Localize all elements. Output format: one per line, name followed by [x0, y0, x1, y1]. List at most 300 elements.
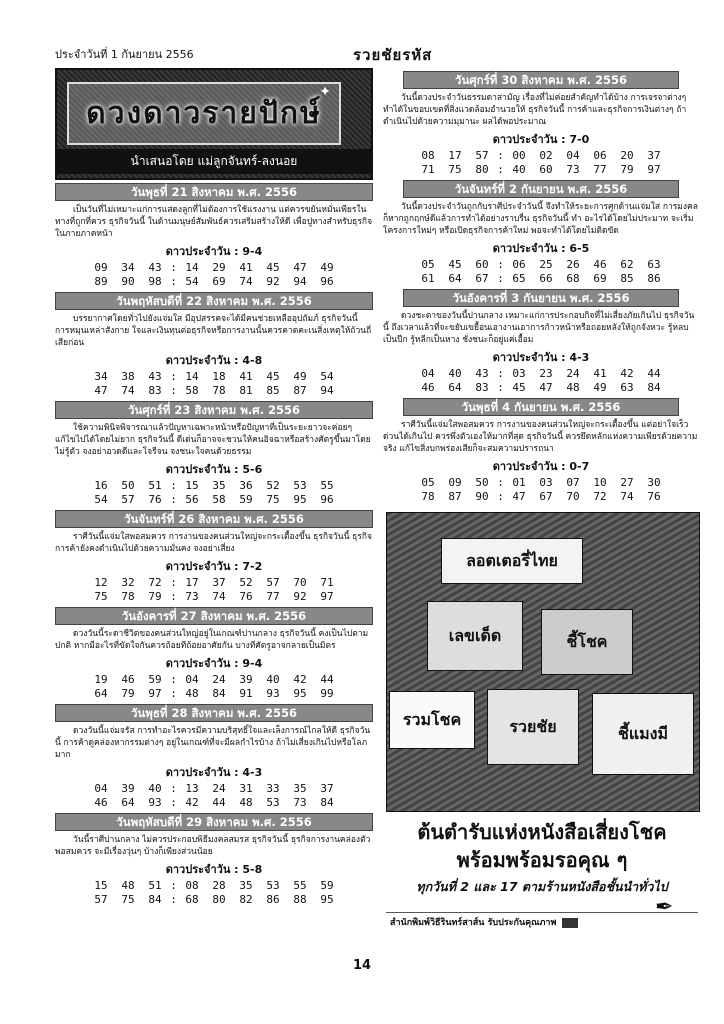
lucky-number: 79 [121, 687, 135, 700]
lucky-number: 82 [239, 893, 253, 906]
lucky-number: 53 [266, 879, 280, 892]
lucky-number: 48 [566, 381, 580, 394]
lucky-number: 93 [148, 796, 162, 809]
number-separator: : [170, 261, 177, 274]
lucky-number: 73 [185, 590, 199, 603]
lucky-number: 45 [266, 261, 280, 274]
lucky-number: 53 [293, 479, 307, 492]
quill-icon: ✒ [655, 895, 674, 920]
magazine-cover: รวยชัย [487, 689, 579, 765]
lucky-number: 45 [512, 381, 526, 394]
lucky-number: 49 [293, 370, 307, 383]
lucky-number: 94 [320, 384, 334, 397]
lucky-number: 47 [94, 384, 108, 397]
number-separator: : [170, 479, 177, 492]
right-column [383, 68, 699, 507]
lucky-number: 53 [266, 796, 280, 809]
lucky-number: 84 [320, 796, 334, 809]
lucky-number: 17 [185, 576, 199, 589]
lucky-number: 43 [475, 367, 489, 380]
day-heading: วันพุธที่ 28 สิงหาคม พ.ศ. 2556 [55, 704, 373, 722]
lucky-number-row [383, 490, 699, 504]
lucky-number-row [383, 272, 699, 286]
star-of-day: ดาวประจำวัน : 4-8 [165, 354, 263, 367]
lucky-number: 25 [539, 258, 553, 271]
lucky-number-grid [383, 367, 699, 395]
lucky-number: 57 [475, 149, 489, 162]
lucky-number: 95 [293, 493, 307, 506]
lucky-number: 76 [148, 493, 162, 506]
banner-title: ดวงดาวรายปักษ์ [67, 82, 341, 145]
number-separator: : [497, 163, 504, 176]
lucky-number: 15 [94, 879, 108, 892]
lucky-number: 71 [421, 163, 435, 176]
day-heading: วันศุกร์ที่ 23 สิงหาคม พ.ศ. 2556 [55, 401, 373, 419]
number-separator: : [170, 879, 177, 892]
lucky-number: 77 [593, 163, 607, 176]
lucky-number: 35 [293, 782, 307, 795]
lucky-number: 74 [121, 384, 135, 397]
number-separator: : [170, 590, 177, 603]
lucky-number: 96 [320, 493, 334, 506]
star-of-day: ดาวประจำวัน : 5-8 [165, 863, 263, 876]
lucky-number: 34 [121, 261, 135, 274]
lucky-number: 56 [185, 493, 199, 506]
lucky-number: 49 [320, 261, 334, 274]
lucky-number: 87 [448, 490, 462, 503]
lucky-number: 65 [512, 272, 526, 285]
day-heading: วันพุธที่ 21 สิงหาคม พ.ศ. 2556 [55, 183, 373, 201]
forecast-section [55, 704, 373, 810]
lucky-number: 42 [293, 673, 307, 686]
lucky-number: 12 [94, 576, 108, 589]
lucky-number: 62 [620, 258, 634, 271]
lucky-number: 73 [293, 796, 307, 809]
number-separator: : [497, 272, 504, 285]
lucky-number-row [55, 879, 373, 893]
publication-logo: รวยชัยรหัส [353, 46, 433, 64]
lucky-number: 04 [421, 367, 435, 380]
lucky-number: 51 [148, 879, 162, 892]
lucky-number: 47 [293, 261, 307, 274]
lucky-number: 44 [647, 367, 661, 380]
star-icon: ✦ [319, 84, 331, 100]
lucky-number-row [55, 687, 373, 701]
star-of-day: ดาวประจำวัน : 4-3 [492, 351, 590, 364]
lucky-number: 79 [620, 163, 634, 176]
forecast-section [55, 813, 373, 907]
lucky-number: 76 [647, 490, 661, 503]
lucky-number-grid [383, 258, 699, 286]
star-of-day: ดาวประจำวัน : 9-4 [165, 245, 263, 258]
lucky-number-row [55, 370, 373, 384]
lucky-number: 46 [593, 258, 607, 271]
lucky-number: 00 [512, 149, 526, 162]
lucky-number: 86 [266, 893, 280, 906]
lucky-number: 90 [475, 490, 489, 503]
lucky-number: 97 [148, 687, 162, 700]
lucky-number: 24 [212, 782, 226, 795]
magazine-cover: ลอตเตอรี่ไทย [441, 538, 583, 584]
lucky-number: 42 [185, 796, 199, 809]
forecast-text: วันนี้ดวงประจำวันถูกกับราศีประจำวันนี้ จึงทำให้ระยะการศูกด้านแจ่มใส การมงคลก็หากถูกฤกษ์ดีแล้วการทำได้อย่างราบรื่น ธุรกิจวันนี้ ทำ อะไรได้โดยไม่ประมาท จะเริ่มโครงการใหม่ๆ หรือเปิดธุรกิจการค้าใหม่ พอจะทำได้โดยไม่ติดขัด [383, 202, 698, 236]
lucky-number: 92 [266, 275, 280, 288]
lucky-number: 08 [421, 149, 435, 162]
lucky-number: 38 [121, 370, 135, 383]
ad-subline: ทุกวันที่ 2 และ 17 ตามร้านหนังสือชั้นนำทั่วไป [416, 879, 668, 894]
lucky-number-grid [55, 673, 373, 701]
lucky-number: 36 [239, 479, 253, 492]
forecast-text: ใช้ความพินิจพิจารณาแล้วปัญหาเฉพาะหน้าหรือปัญหาที่เป็นระยะยาวจะค่อยๆ แก้ไขไปได้โดยไม่ยาก ธุรกิจวันนี้ ดีเด่นก็อาจจะชวนให้คนอิจฉาหรือสร้างศัตรูขึ้นมาโดยไม่รู้ตัว จงอย่าอวดดีและโจรีจน จงชนะใจคนด้วยธรรม [55, 423, 371, 457]
magazine-cover: ชี้แมงมี [592, 693, 694, 775]
lucky-number-row [55, 493, 373, 507]
forecast-section [55, 607, 373, 701]
forecast-text: บรรยากาศโดยทั่วไปยังแจ่มใส มีอุปสรรคจะได้มีคนช่วยเหลืออุปถัมภ์ ธุรกิจวันนี้ การหมุนเหล่าสังกาย ใจและเงินทุนต่อธุรกิจหรือการงานนั้นควรคาดคะเนสิ่งเหตุให้ถ้วนถี่เสียก่อน [55, 314, 372, 348]
lucky-number: 84 [148, 893, 162, 906]
lucky-number: 64 [121, 796, 135, 809]
forecast-section [383, 289, 699, 395]
lucky-number: 45 [266, 370, 280, 383]
forecast-section [55, 510, 373, 604]
lucky-number: 54 [320, 370, 334, 383]
lucky-number: 98 [148, 275, 162, 288]
lucky-number: 69 [593, 272, 607, 285]
lucky-number: 67 [475, 272, 489, 285]
lucky-number-row [55, 590, 373, 604]
lucky-number: 85 [620, 272, 634, 285]
lucky-number: 81 [239, 384, 253, 397]
lucky-number: 91 [239, 687, 253, 700]
lucky-number: 58 [212, 493, 226, 506]
lucky-number-grid [55, 261, 373, 289]
lucky-number: 74 [239, 275, 253, 288]
lucky-number: 32 [121, 576, 135, 589]
lucky-number: 83 [475, 381, 489, 394]
lucky-number: 37 [320, 782, 334, 795]
star-of-day: ดาวประจำวัน : 6-5 [492, 242, 590, 255]
lucky-number: 06 [512, 258, 526, 271]
lucky-number: 39 [121, 782, 135, 795]
lucky-number: 83 [148, 384, 162, 397]
lucky-number: 07 [566, 476, 580, 489]
lucky-number: 77 [266, 590, 280, 603]
lucky-number: 86 [647, 272, 661, 285]
number-separator: : [170, 576, 177, 589]
lucky-number: 19 [94, 673, 108, 686]
lucky-number: 48 [239, 796, 253, 809]
lucky-number: 55 [320, 479, 334, 492]
page-header [55, 43, 675, 65]
left-column [55, 68, 373, 910]
lucky-number: 85 [266, 384, 280, 397]
lucky-number: 57 [266, 576, 280, 589]
lucky-number: 14 [185, 261, 199, 274]
lucky-number: 37 [647, 149, 661, 162]
lucky-number: 63 [620, 381, 634, 394]
lucky-number: 68 [185, 893, 199, 906]
lucky-number-grid [55, 879, 373, 907]
number-separator: : [170, 275, 177, 288]
lucky-number: 59 [148, 673, 162, 686]
ad-footer-text: สำนักพิมพ์วิธีรินทร์สาส์น รับประกันคุณภาพ [390, 918, 557, 928]
number-separator: : [497, 476, 504, 489]
day-heading: วันพฤหัสบดีที่ 29 สิงหาคม พ.ศ. 2556 [55, 813, 373, 831]
forecast-section [383, 71, 699, 177]
forecast-section [55, 183, 373, 289]
magazine-cover: เลขเด็ด [427, 601, 523, 671]
lucky-number: 75 [121, 893, 135, 906]
day-heading: วันจันทร์ที่ 2 กันยายน พ.ศ. 2556 [403, 180, 679, 198]
lucky-number: 31 [239, 782, 253, 795]
lucky-number: 28 [212, 879, 226, 892]
lucky-number: 97 [320, 590, 334, 603]
issue-date: ประจำวันที่ 1 กันยายน 2556 [55, 48, 194, 61]
lucky-number: 54 [185, 275, 199, 288]
lucky-number: 84 [647, 381, 661, 394]
lucky-number: 04 [566, 149, 580, 162]
lucky-number: 89 [94, 275, 108, 288]
lucky-number: 75 [94, 590, 108, 603]
lucky-number: 46 [121, 673, 135, 686]
lucky-number: 41 [239, 261, 253, 274]
lucky-number: 72 [148, 576, 162, 589]
lucky-number: 74 [212, 590, 226, 603]
forecast-text: วันนี้ราศีปานกลาง ไม่ควรประกอบพิธีมงคลสมรส ธุรกิจวันนี้ ธุรกิจการงานคล่องตัวพอสมควร จะมีเรื่องวุ่นๆ บ้างก็เพียงส่วนน้อย [55, 835, 371, 857]
ad-headline [386, 818, 698, 874]
lucky-number: 67 [539, 490, 553, 503]
lucky-number: 23 [539, 367, 553, 380]
lucky-number: 73 [566, 163, 580, 176]
lucky-number: 05 [421, 476, 435, 489]
lucky-number: 27 [620, 476, 634, 489]
lucky-number: 75 [266, 493, 280, 506]
lucky-number: 59 [239, 493, 253, 506]
lucky-number: 30 [647, 476, 661, 489]
lucky-number: 48 [121, 879, 135, 892]
lucky-number: 39 [239, 673, 253, 686]
lucky-number: 71 [320, 576, 334, 589]
lucky-number: 60 [539, 163, 553, 176]
lucky-number: 06 [593, 149, 607, 162]
ad-headline-line: พร้อมพร้อมรอคุณ ๆ [456, 848, 628, 872]
lucky-number-row [383, 163, 699, 177]
ad-footer [386, 912, 698, 932]
forecast-text: ดวงชะตาของวันนี้ปานกลาง เหมาะแก่การประกอบกิจที่ไม่เสี่ยงภัยเกินไป ธุรกิจวันนี้ ถึงเวลาแล้วที่จะขยับเขยื้อนเอางานเอาการก้าวหน้าหรือถอยหลังให้ถูกจังหวะ รู้หลบเป็นปีก รู้หลีกเป็นหาง ชั่งชนะก็อยู่แค่เอื้อม [383, 311, 695, 345]
forecast-section [383, 398, 699, 504]
number-separator: : [170, 493, 177, 506]
lucky-number: 35 [239, 879, 253, 892]
forecast-text: ดวงวันนี้แจ่มจรัส การทำอะไรควรมีความบริสุทธิ์ใจและเล็งการณ์ไกลให้ดี ธุรกิจวันนี้ การค้าดูคล่องหากรรมต่างๆ อยู่ในเกณฑ์ที่จะมีผลกำไรบ้าง ถ้าไม่เสี่ยงเกินไปหรือโลภมาก [55, 726, 371, 760]
star-of-day: ดาวประจำวัน : 7-2 [165, 560, 263, 573]
number-separator: : [170, 893, 177, 906]
lucky-number-row [55, 479, 373, 493]
lucky-number: 03 [539, 476, 553, 489]
lucky-number: 64 [448, 272, 462, 285]
lucky-number-row [383, 258, 699, 272]
lucky-number: 04 [185, 673, 199, 686]
magazine-photo [386, 512, 700, 812]
lucky-number: 64 [448, 381, 462, 394]
lucky-number: 59 [320, 879, 334, 892]
lucky-number: 48 [185, 687, 199, 700]
lucky-number: 50 [121, 479, 135, 492]
lucky-number: 96 [320, 275, 334, 288]
lucky-number: 78 [212, 384, 226, 397]
lucky-number: 52 [266, 479, 280, 492]
lucky-number: 24 [212, 673, 226, 686]
number-separator: : [170, 673, 177, 686]
lucky-number: 69 [212, 275, 226, 288]
right-forecast-list [383, 71, 699, 504]
lucky-number: 41 [593, 367, 607, 380]
lucky-number: 99 [320, 687, 334, 700]
lucky-number: 09 [448, 476, 462, 489]
lucky-number-row [55, 576, 373, 590]
lucky-number-row [55, 384, 373, 398]
lucky-number: 55 [293, 879, 307, 892]
lucky-number: 09 [94, 261, 108, 274]
lucky-number: 03 [512, 367, 526, 380]
day-heading: วันอังคารที่ 3 กันยายน พ.ศ. 2556 [403, 289, 679, 307]
lucky-number: 16 [94, 479, 108, 492]
lucky-number: 74 [620, 490, 634, 503]
lucky-number-grid [55, 576, 373, 604]
lucky-number: 41 [239, 370, 253, 383]
lucky-number: 78 [121, 590, 135, 603]
forecast-section [55, 292, 373, 398]
lucky-number: 93 [266, 687, 280, 700]
lucky-number: 33 [266, 782, 280, 795]
number-separator: : [170, 687, 177, 700]
lucky-number: 51 [148, 479, 162, 492]
star-of-day: ดาวประจำวัน : 7-0 [492, 133, 590, 146]
star-of-day: ดาวประจำวัน : 0-7 [492, 460, 590, 473]
lucky-number: 52 [239, 576, 253, 589]
number-separator: : [170, 384, 177, 397]
lucky-number: 29 [212, 261, 226, 274]
lucky-number-row [55, 261, 373, 275]
column-banner [55, 68, 373, 180]
lucky-number-row [55, 782, 373, 796]
lucky-number: 44 [212, 796, 226, 809]
lucky-number: 76 [239, 590, 253, 603]
quality-seal-icon [562, 918, 578, 928]
lucky-number: 47 [512, 490, 526, 503]
lucky-number: 78 [421, 490, 435, 503]
day-heading: วันพุธที่ 4 กันยายน พ.ศ. 2556 [403, 398, 679, 416]
lucky-number: 18 [212, 370, 226, 383]
number-separator: : [170, 370, 177, 383]
lucky-number: 88 [293, 893, 307, 906]
lucky-number: 40 [448, 367, 462, 380]
lucky-number: 70 [293, 576, 307, 589]
number-separator: : [497, 258, 504, 271]
star-of-day: ดาวประจำวัน : 5-6 [165, 463, 263, 476]
lucky-number-grid [383, 476, 699, 504]
lucky-number: 50 [475, 476, 489, 489]
lucky-number: 45 [448, 258, 462, 271]
lucky-number: 66 [539, 272, 553, 285]
page-number: 14 [352, 958, 372, 973]
lucky-number-grid [55, 479, 373, 507]
lucky-number: 24 [566, 367, 580, 380]
magazine-cover: รวมโชค [389, 691, 475, 749]
number-separator: : [170, 796, 177, 809]
lucky-number: 79 [148, 590, 162, 603]
lucky-number-row [383, 367, 699, 381]
day-heading: วันจันทร์ที่ 26 สิงหาคม พ.ศ. 2556 [55, 510, 373, 528]
day-heading: วันศุกร์ที่ 30 สิงหาคม พ.ศ. 2556 [403, 71, 679, 89]
lucky-number: 14 [185, 370, 199, 383]
number-separator: : [497, 367, 504, 380]
lucky-number: 46 [94, 796, 108, 809]
lucky-number: 43 [148, 261, 162, 274]
day-heading: วันอังคารที่ 27 สิงหาคม พ.ศ. 2556 [55, 607, 373, 625]
lucky-number: 68 [566, 272, 580, 285]
lucky-number: 84 [212, 687, 226, 700]
lucky-number: 02 [539, 149, 553, 162]
lucky-number: 46 [421, 381, 435, 394]
lucky-number: 01 [512, 476, 526, 489]
lucky-number: 54 [94, 493, 108, 506]
lucky-number: 34 [94, 370, 108, 383]
lucky-number: 57 [94, 893, 108, 906]
forecast-text: ราศีวันนี้แจ่มใสพอสมควร การงานของคนส่วนใหญ่จะกระเตื้องขึ้น แต่อย่าใจเร็วด่วนได้เกินไป ควรพึ่งตัวเองให้มากที่สุด ธุรกิจวันนี้ ควรยึดหลักแห่งความเพียรด้วยความจริง แก้ไขสิ่งบกพร่องเสียก็จะสมความปรารถนา [383, 420, 698, 454]
lucky-number: 80 [475, 163, 489, 176]
lucky-number: 80 [212, 893, 226, 906]
lucky-number: 40 [266, 673, 280, 686]
lucky-number: 63 [647, 258, 661, 271]
lucky-number: 13 [185, 782, 199, 795]
day-heading: วันพฤหัสบดีที่ 22 สิงหาคม พ.ศ. 2556 [55, 292, 373, 310]
banner-author: นำเสนอโดย แม่ลูกจันทร์-ลงนอย [57, 149, 371, 174]
lucky-number: 94 [293, 275, 307, 288]
number-separator: : [497, 490, 504, 503]
lucky-number: 44 [320, 673, 334, 686]
lucky-number: 97 [647, 163, 661, 176]
lucky-number-row [383, 381, 699, 395]
number-separator: : [497, 381, 504, 394]
lucky-number-row [55, 893, 373, 907]
forecast-text: ดวงวันนี้ระดาชีวิตของคนส่วนใหญ่อยู่ในเกณฑ์ปานกลาง ธุรกิจวันนี้ คงเป็นไปตามปกติ หากมีอะไรที่ขัดใจกันควรถ้อยทีถ้อยอาศัยกัน บางทีศัตรูอาจกลายเป็นมิตร [55, 629, 369, 651]
lucky-number: 57 [121, 493, 135, 506]
forecast-text: ราศีวันนี้แจ่มใสพอสมควร การงานของคนส่วนใหญ่จะกระเตื้องขึ้น ธุรกิจวันนี้ ธุรกิจการค้ายังคงดำเนินไปด้วยความมั่นคง จงอย่าเสี่ยง [55, 532, 372, 554]
left-forecast-list [55, 183, 373, 907]
lucky-number: 04 [94, 782, 108, 795]
lucky-number: 26 [566, 258, 580, 271]
lucky-number: 95 [293, 687, 307, 700]
lucky-number: 49 [593, 381, 607, 394]
lucky-number: 40 [512, 163, 526, 176]
lucky-number: 08 [185, 879, 199, 892]
lucky-number-grid [383, 149, 699, 177]
lucky-number: 20 [620, 149, 634, 162]
number-separator: : [497, 149, 504, 162]
number-separator: : [170, 782, 177, 795]
lucky-number: 42 [620, 367, 634, 380]
lucky-number-row [55, 275, 373, 289]
lucky-number: 72 [593, 490, 607, 503]
lucky-number: 75 [448, 163, 462, 176]
lucky-number: 60 [475, 258, 489, 271]
lucky-number: 17 [448, 149, 462, 162]
star-of-day: ดาวประจำวัน : 4-3 [165, 766, 263, 779]
lucky-number: 40 [148, 782, 162, 795]
lucky-number: 05 [421, 258, 435, 271]
lucky-number: 15 [185, 479, 199, 492]
lucky-number-row [55, 796, 373, 810]
lucky-number: 37 [212, 576, 226, 589]
